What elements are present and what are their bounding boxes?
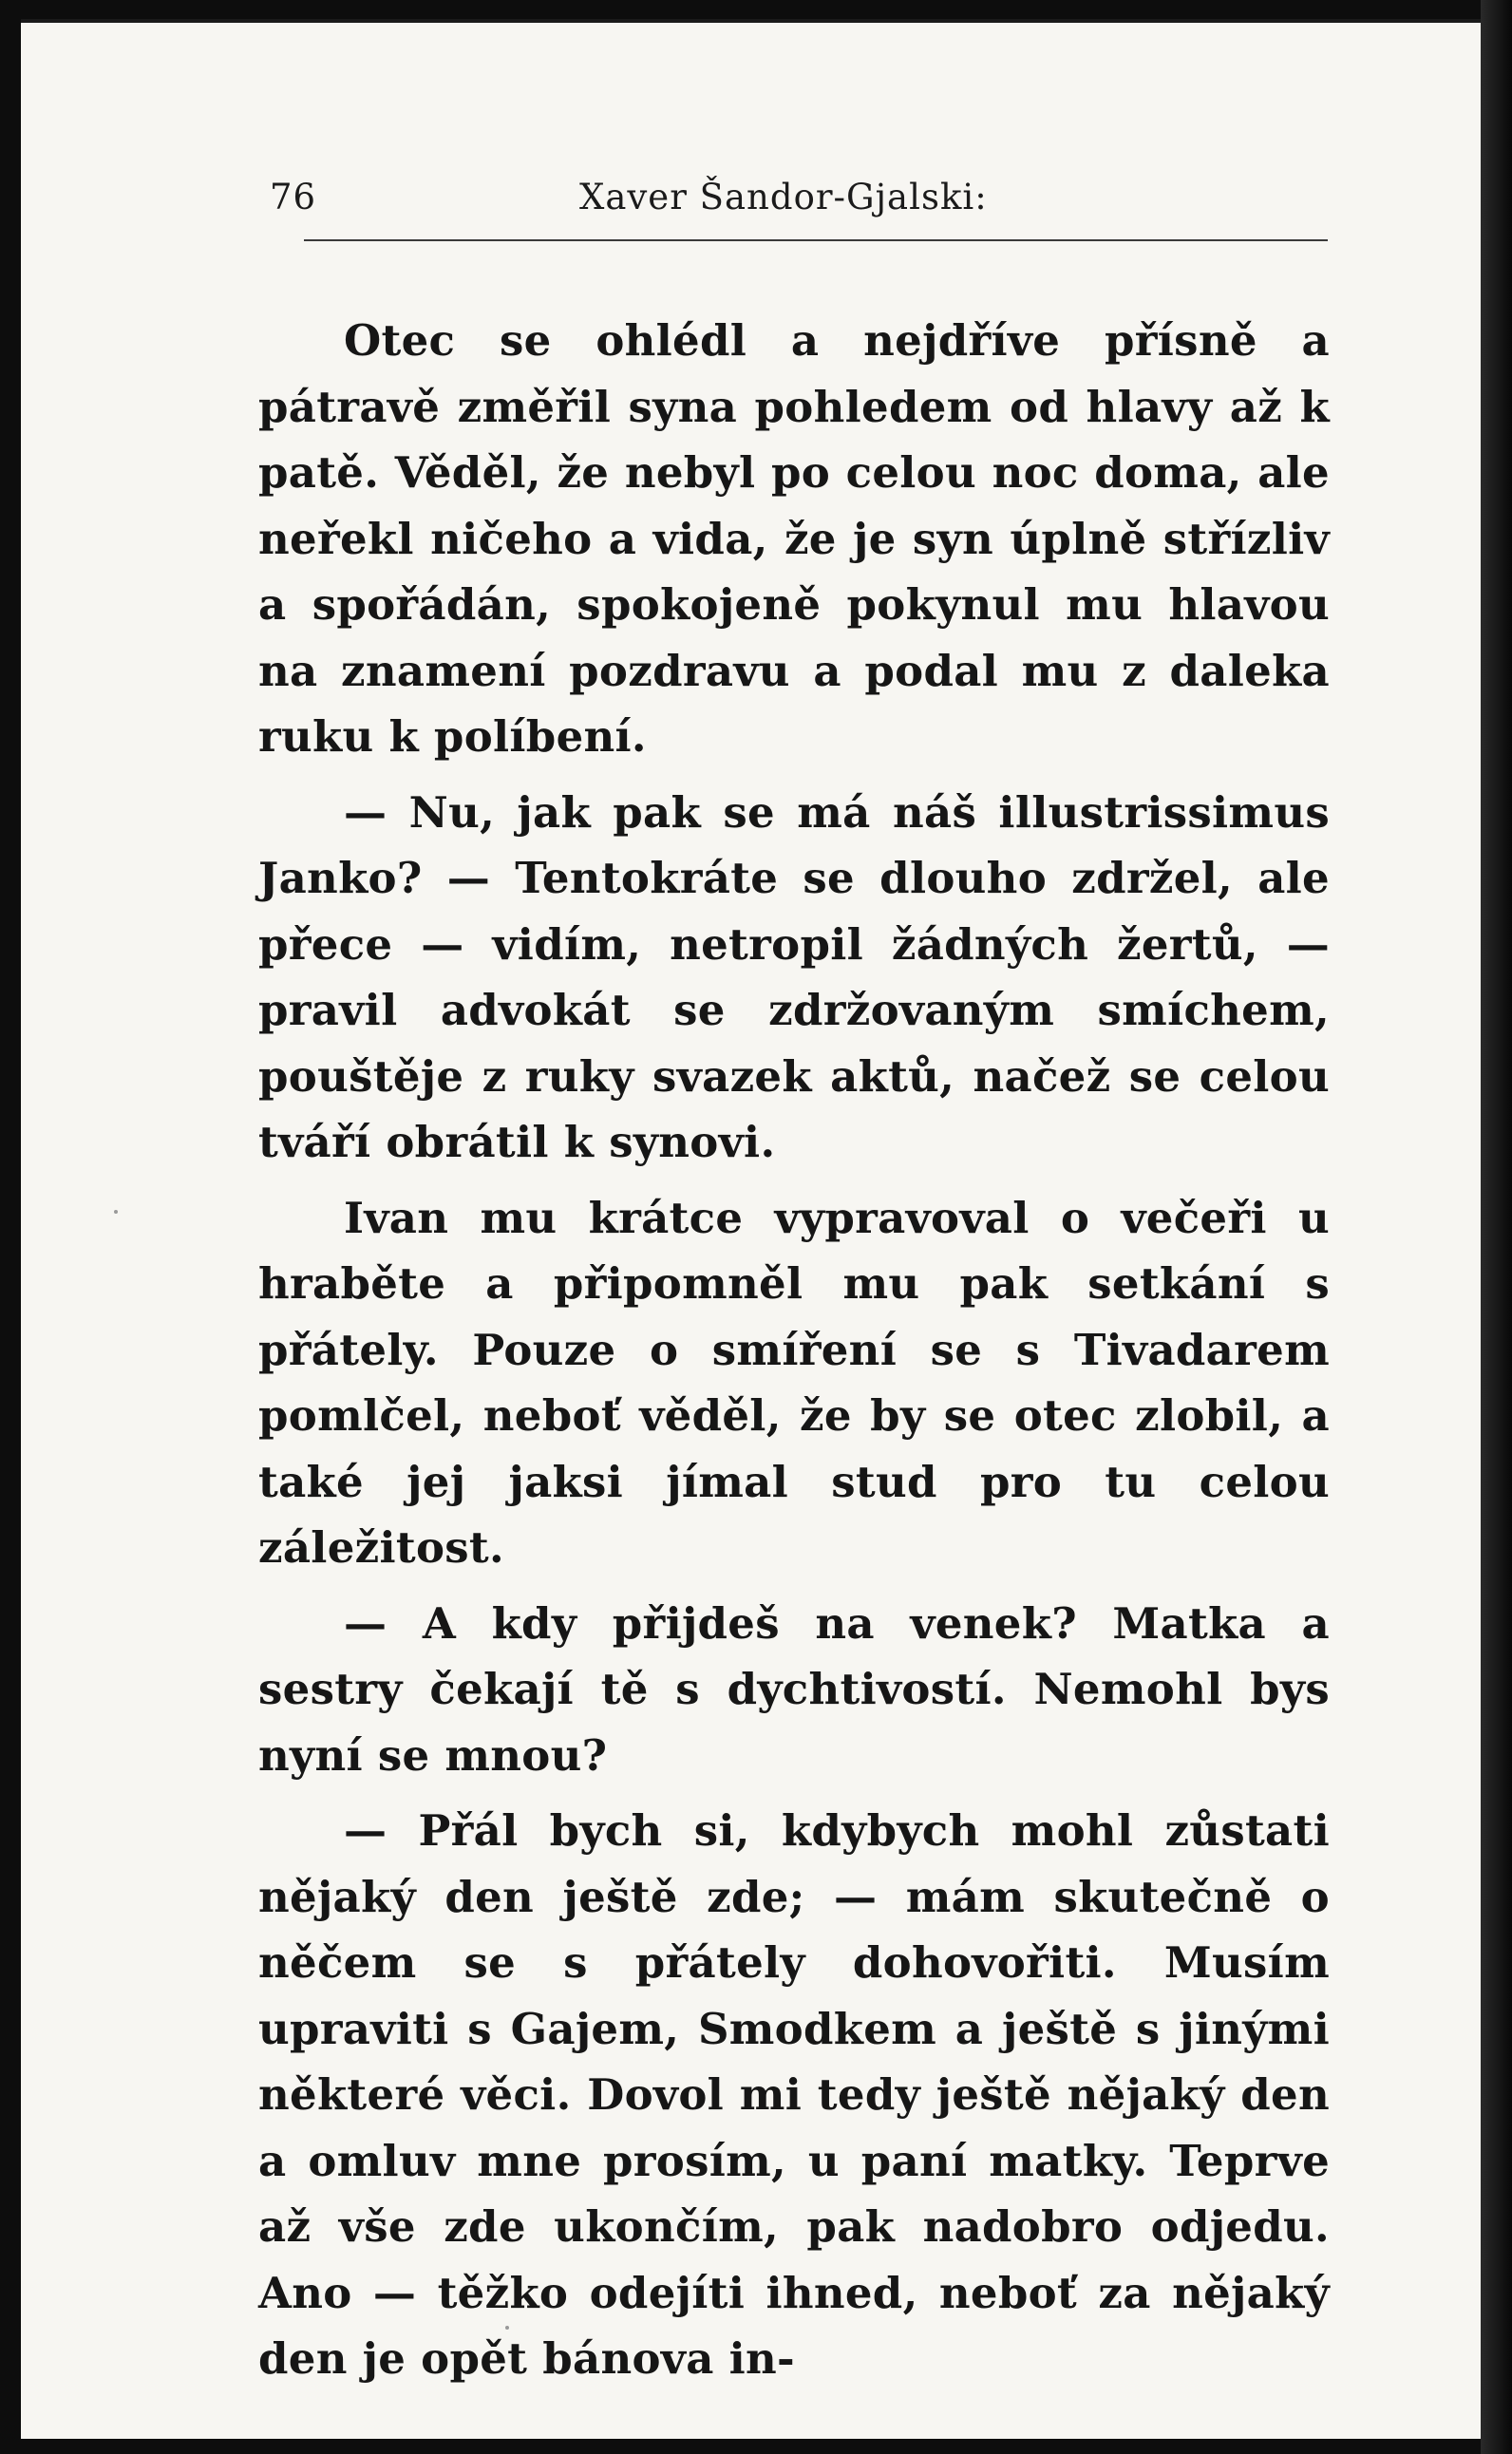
running-title: Xaver Šandor-Gjalski: xyxy=(579,177,988,217)
paragraph-1: Otec se ohlédl a nejdříve přísně a pátravě změřil syna pohledem od hlavy až k patě. Věděl, že nebyl po celou noc doma, ale neřekl ničeho a vida, že je syn úplně střízliv a spořádán, spokojeně pokynul mu hlavou na znamení pozdravu a podal mu z daleka ruku k políbení. xyxy=(258,315,1330,762)
scan-speck xyxy=(114,1210,118,1214)
paragraph-2: — Nu, jak pak se má náš illustrissimus Janko? — Tentokráte se dlouho zdržel, ale přece — vidím, netropil žádných žertů, — pravil advokát se zdržovaným smíchem, pouštěje z ruky svazek aktů, načež se celou tváří obrátil k synovi. xyxy=(258,786,1330,1167)
paragraph-3: Ivan mu krátce vypravoval o večeři u hraběte a připomněl mu pak setkání s přátely. Pouze o smíření se s Tivadarem pomlčel, neboť věděl, že by se otec zlobil, a také jej jaksi jímal stud pro tu celou záležitost. xyxy=(258,1192,1330,1573)
paragraph-4: — A kdy přijdeš na venek? Matka a sestry čekají tě s dychtivostí. Nemohl bys nyní se mnou? xyxy=(258,1597,1330,1781)
page-number: 76 xyxy=(270,177,317,217)
body-text xyxy=(258,308,1330,2402)
paragraph-5: — Přál bych si, kdybych mohl zůstati nějaký den ještě zde; — mám skutečně o něčem se s přátely dohovořiti. Musím upraviti s Gajem, Smodkem a ještě s jinými některé věci. Dovol mi tedy ještě nějaký den a omluv mne prosím, u paní matky. Teprve až vše zde ukončím, pak nadobro odjedu. Ano — těžko odejíti ihned, neboť za nějaký den je opět bánova in- xyxy=(258,1805,1330,2384)
page-edge-shadow xyxy=(1481,0,1512,2454)
book-page xyxy=(21,19,1481,2439)
header-rule xyxy=(304,239,1328,241)
page-header xyxy=(249,158,1330,224)
scan-speck xyxy=(505,2326,509,2330)
